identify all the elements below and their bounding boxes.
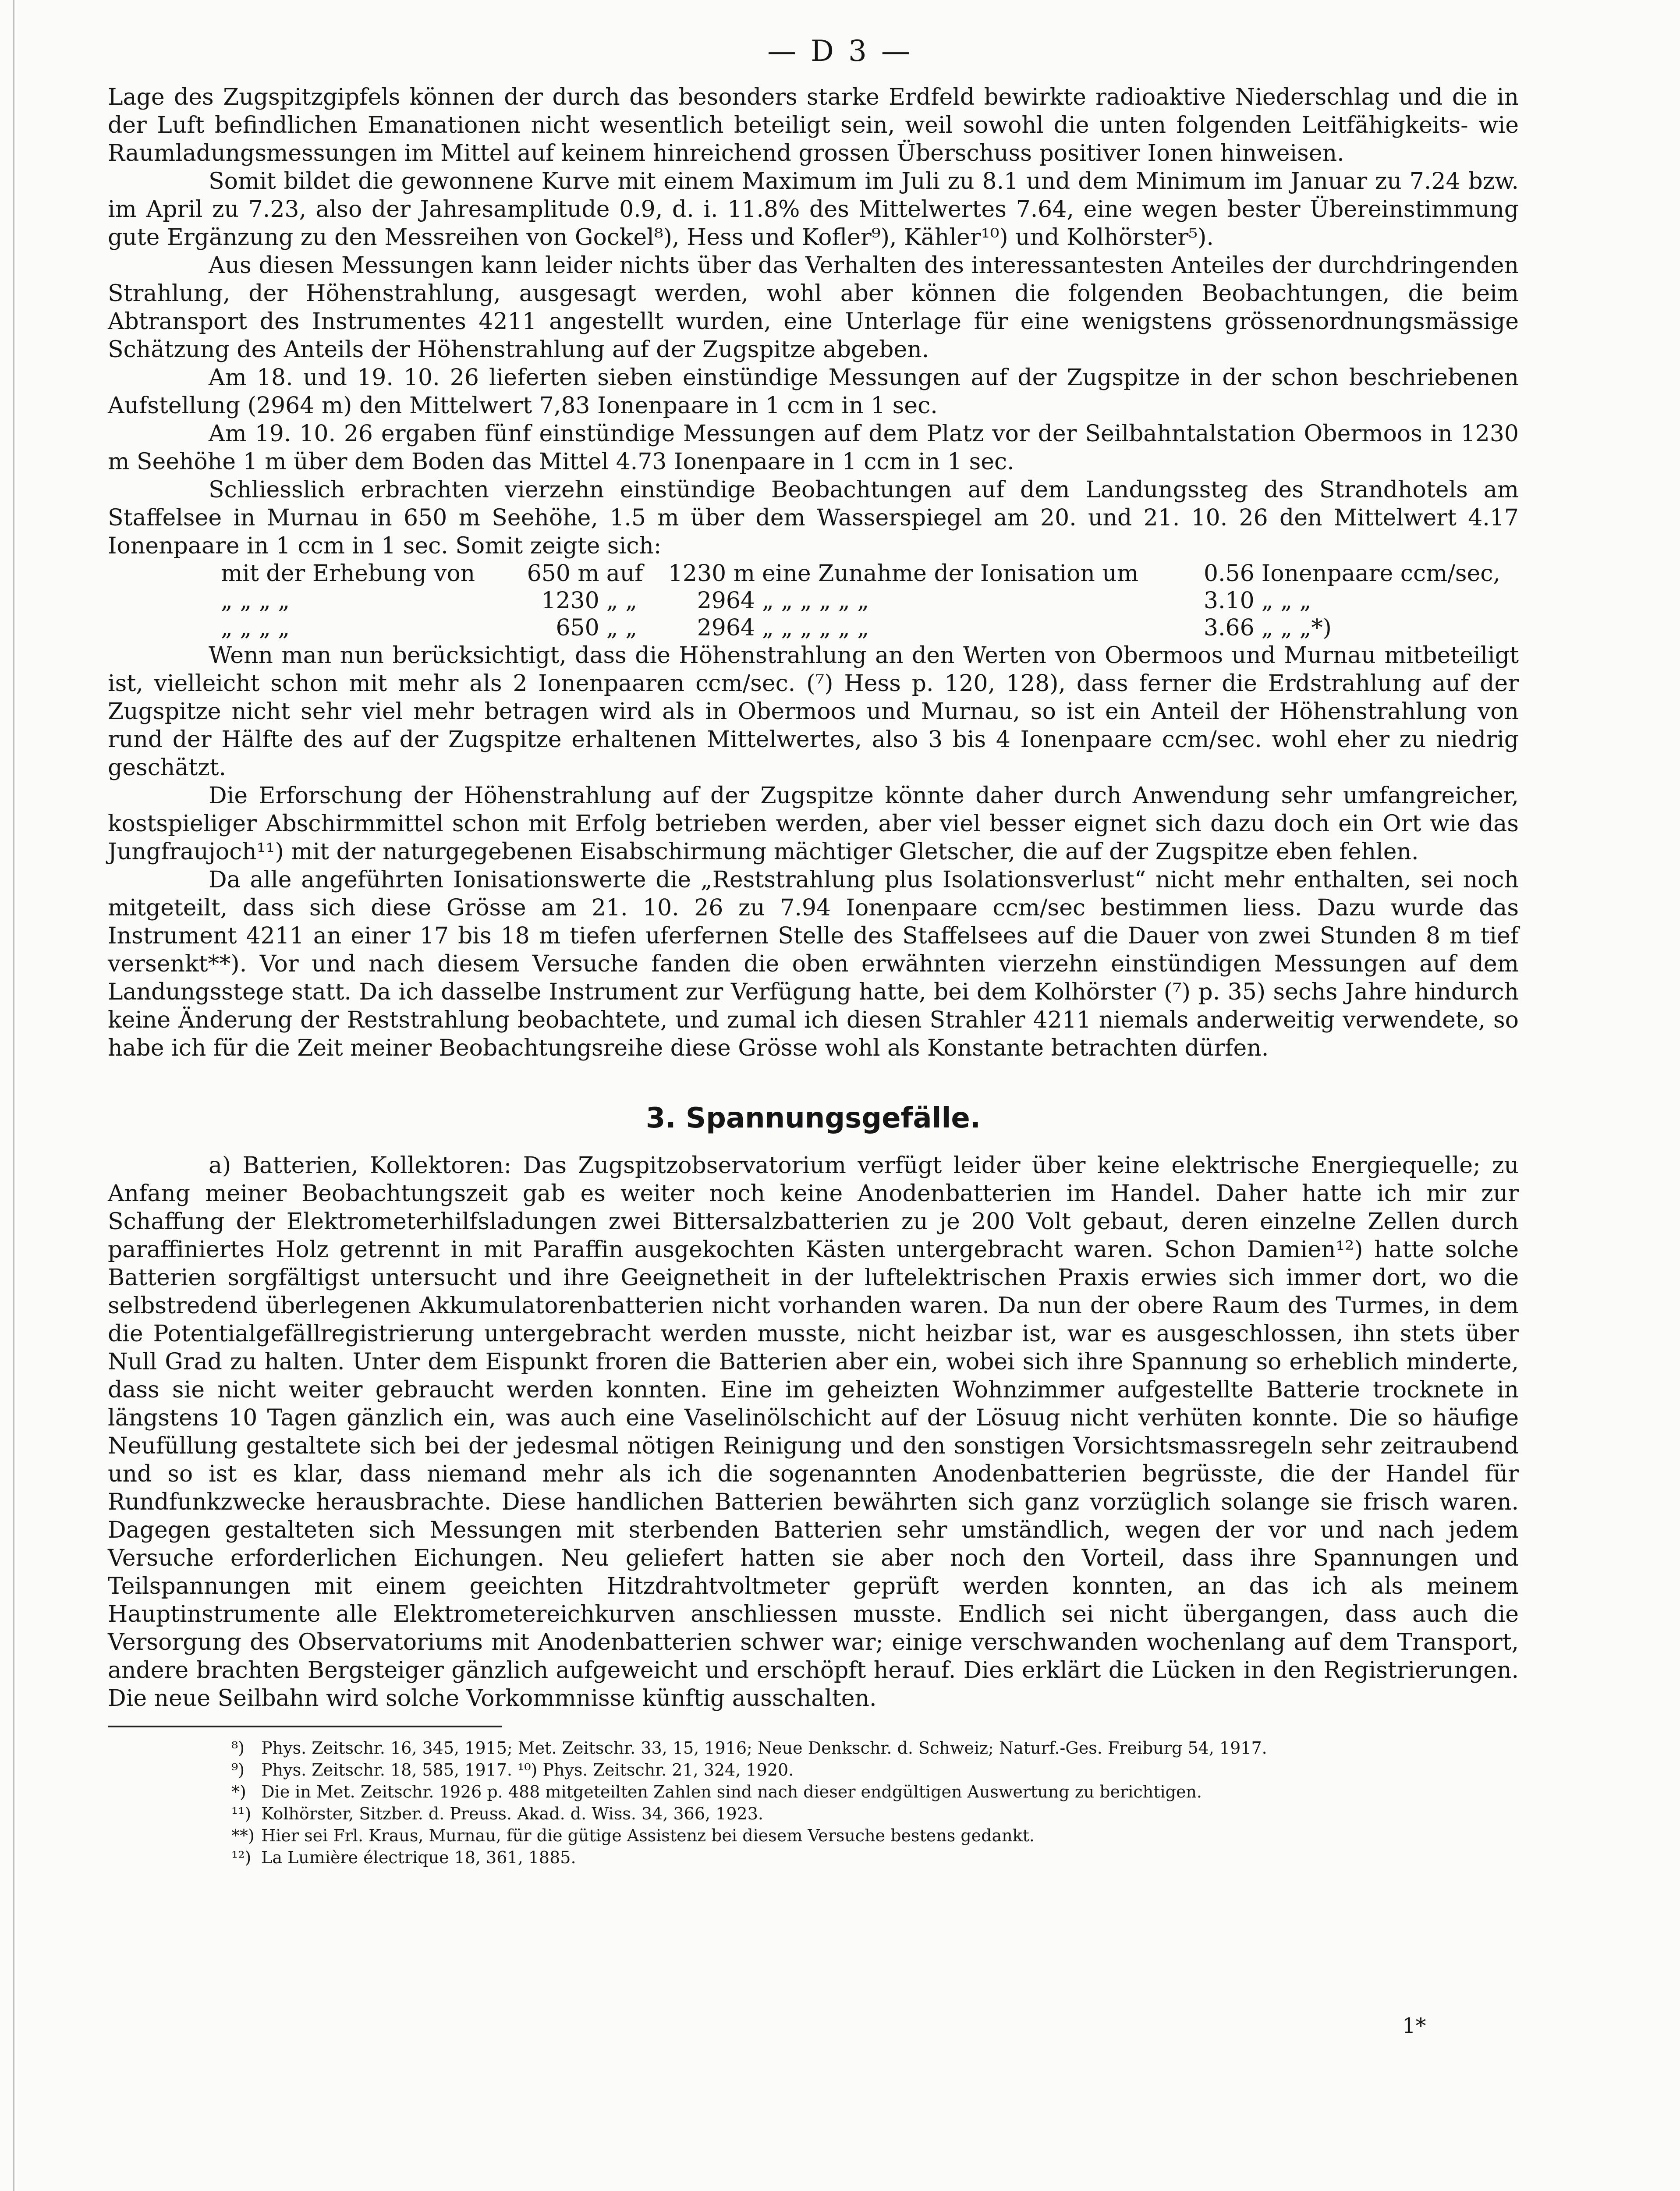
paragraph: Da alle angeführten Ionisationswerte die „Reststrahlung plus Isolationsverlust“ nicht mehr enthalten, sei noch mitgeteilt, dass sich diese Grösse am 21. 10. 26 zu 7.94 Ionenpaare ccm/sec bestimmen liess. Dazu wurde das Instrument 4211 an einer 17 bis 18 m tiefen uferfernen Stelle des Staffelsees auf die Dauer von zwei Stunden 8 m tief versenkt**). Vor und nach diesem Versuche fanden die oben erwähnten vierzehn einstündigen Messungen auf dem Landungsstege statt. Da ich dasselbe Instrument zur Verfügung hatte, bei dem Kolhörster (⁷) p. 35) sechs Jahre hindurch keine Änderung der Reststrahlung beobachtete, und zumal ich diesen Strahler 4211 niemals anderweitig verwendete, so habe ich für die Zeit meiner Beobachtungsreihe diese Grösse wohl als Konstante betrachten dürfen. [108, 867, 1519, 1061]
footnote-mark: ⁹) [231, 1760, 245, 1780]
footnote-text: Kolhörster, Sitzber. d. Preuss. Akad. d. Wiss. 34, 366, 1923. [261, 1804, 763, 1823]
footnote [108, 1847, 1519, 1868]
footnote-text: Die in Met. Zeitschr. 1926 p. 488 mitgeteilten Zahlen sind nach dieser endgültigen Auswertung zu berichtigen. [261, 1782, 1202, 1801]
table-cell: auf [606, 560, 643, 587]
footnote-mark: ¹²) [231, 1848, 252, 1867]
table-cell: 1230 [541, 588, 599, 614]
ionization-table [217, 560, 1536, 642]
footnote-divider [108, 1726, 502, 1727]
table-cell: mit der Erhebung von [221, 560, 475, 587]
table-cell: „ „ [606, 615, 638, 641]
footnote [108, 1825, 1519, 1847]
table-cell: „ „ [606, 588, 638, 614]
footnote-mark: ¹¹) [231, 1804, 252, 1823]
table-cell: „ „ „ „ „ „ [762, 615, 869, 641]
footnote [108, 1803, 1519, 1825]
paragraph: Schliesslich erbrachten vierzehn einstündige Beobachtungen auf dem Landungssteg des Strandhotels am Staffelsee in Murnau in 650 m Seehöhe, 1.5 m über dem Wasserspiegel am 20. und 21. 10. 26 den Mittelwert 4.17 Ionenpaare in 1 ccm in 1 sec. Somit zeigte sich: [108, 477, 1519, 559]
section-title: 3. Spannungsgefälle. [645, 1102, 981, 1134]
footnote-mark: ⁸) [231, 1738, 245, 1758]
paragraph: Am 19. 10. 26 ergaben fünf einstündige Messungen auf dem Platz vor der Seilbahntalstation Obermoos in 1230 m Seehöhe 1 m über dem Boden das Mittel 4.73 Ionenpaare in 1 ccm in 1 sec. [108, 421, 1519, 475]
table-cell: „ „ „*) [1261, 615, 1332, 641]
footnote-mark: **) [231, 1826, 255, 1845]
paragraph: Aus diesen Messungen kann leider nichts über das Verhalten des interessantesten Anteiles der durchdringenden Strahlung, der Höhenstrahlung, ausgesagt werden, wohl aber können die folgenden Beobachtungen, die beim Abtransport des Instrumentes 4211 angestellt wurden, eine Unterlage für eine wenigstens grössenordnungsmässige Schätzung des Anteils der Höhenstrahlung auf der Zugspitze abgeben. [108, 252, 1519, 363]
footnote [108, 1759, 1519, 1781]
paragraph: Somit bildet die gewonnene Kurve mit einem Maximum im Juli zu 8.1 und dem Minimum im Januar zu 7.24 bzw. im April zu 7.23, also der Jahresamplitude 0.9, d. i. 11.8% des Mittelwertes 7.64, eine wegen bester Übereinstimmung gute Ergänzung zu den Messreihen von Gockel⁸), Hess und Kofler⁹), Kähler¹⁰) und Kolhörster⁵). [108, 168, 1519, 251]
table-row [217, 560, 1536, 587]
table-row [217, 614, 1536, 642]
footnote [108, 1737, 1519, 1759]
table-cell: 650 [556, 615, 599, 641]
page-edge-mark [0, 0, 14, 2191]
footnote-mark: *) [231, 1782, 246, 1801]
footnote [108, 1781, 1519, 1803]
table-cell: Ionenpaare ccm/sec, [1261, 560, 1500, 587]
paragraph: Die Erforschung der Höhenstrahlung auf der Zugspitze könnte daher durch Anwendung sehr umfangreicher, kostspieliger Abschirmmittel schon mit Erfolg betrieben werden, aber viel besser eignet sich dazu doch ein Ort wie das Jungfraujoch¹¹) mit der naturgegebenen Eisabschirmung mächtiger Gletscher, die auf der Zugspitze eben fehlen. [108, 783, 1519, 865]
table-cell: 2964 [697, 588, 755, 614]
table-cell: „ „ „ „ „ „ [762, 588, 869, 614]
table-cell: 3.66 [1203, 615, 1255, 641]
page-content [108, 83, 1519, 1868]
table-cell: 1230 m [668, 560, 755, 587]
table-cell: 3.10 [1203, 588, 1255, 614]
table-cell: 0.56 [1203, 560, 1255, 587]
footnote-text: Hier sei Frl. Kraus, Murnau, für die gütige Assistenz bei diesem Versuche bestens gedankt. [261, 1826, 1035, 1845]
table-cell: „ „ „ [1261, 588, 1311, 614]
paragraph: Wenn man nun berücksichtigt, dass die Höhenstrahlung an den Werten von Obermoos und Murnau mitbeteiligt ist, vielleicht schon mit mehr als 2 Ionenpaaren ccm/sec. (⁷) Hess p. 120, 128), dass ferner die Erdstrahlung auf der Zugspitze nicht sehr viel mehr betragen wird als in Obermoos und Murnau, so ist ein Anteil der Höhenstrahlung von rund der Hälfte des auf der Zugspitze erhaltenen Mittelwertes, also 3 bis 4 Ionenpaare ccm/sec. wohl eher zu niedrig geschätzt. [108, 642, 1519, 781]
paragraph: Lage des Zugspitzgipfels können der durch das besonders starke Erdfeld bewirkte radioaktive Niederschlag und die in der Luft befindlichen Emanationen nicht wesentlich beteiligt sein, weil sowohl die unten folgenden Leitfähigkeits- wie Raumladungsmessungen im Mittel auf keinem hinreichend grossen Überschuss positiver Ionen hinweisen. [108, 84, 1519, 167]
signature-mark: 1* [1402, 2014, 1426, 2038]
table-cell: „ „ „ „ [221, 588, 290, 614]
footnotes [108, 1737, 1519, 1868]
table-row [217, 587, 1536, 614]
paragraph: Am 18. und 19. 10. 26 lieferten sieben einstündige Messungen auf der Zugspitze in der schon beschriebenen Aufstellung (2964 m) den Mittelwert 7,83 Ionenpaare in 1 ccm in 1 sec. [108, 365, 1519, 419]
table-cell: eine Zunahme der Ionisation um [762, 560, 1139, 587]
table-cell: „ „ „ „ [221, 615, 290, 641]
footnote-text: Phys. Zeitschr. 16, 345, 1915; Met. Zeitschr. 33, 15, 1916; Neue Denkschr. d. Schweiz; Naturf.-Ges. Freiburg 54, 1917. [261, 1738, 1267, 1758]
page-header: — D 3 — [767, 34, 913, 68]
footnote-text: La Lumière électrique 18, 361, 1885. [261, 1848, 576, 1867]
paragraph: a) Batterien, Kollektoren: Das Zugspitzobservatorium verfügt leider über keine elektrische Energiequelle; zu Anfang meiner Beobachtungszeit gab es weiter noch keine Anodenbatterien im Handel. Daher hatte ich mir zur Schaffung der Elektrometerhilfsladungen zwei Bittersalzbatterien zu je 200 Volt gebaut, deren einzelne Zellen durch paraffiniertes Holz getrennt in mit Paraffin ausgekochten Kästen untergebracht waren. Schon Damien¹²) hatte solche Batterien sorgfältigst untersucht und ihre Geeignetheit in der luftelektrischen Praxis erwies sich immer dort, wo die selbstredend überlegenen Akkumulatorenbatterien nicht vorhanden waren. Da nun der obere Raum des Turmes, in dem die Potentialgefällregistrierung untergebracht werden musste, nicht heizbar ist, war es ausgeschlossen, ihn stets über Null Grad zu halten. Unter dem Eispunkt froren die Batterien aber ein, wobei sich ihre Spannung so erheblich minderte, dass sie nicht weiter gebraucht werden konnten. Eine im geheizten Wohnzimmer aufgestellte Batterie trocknete in längstens 10 Tagen gänzlich ein, was auch eine Vaselinölschicht auf der Lösuug nicht verhüten konnte. Die so häufige Neufüllung gestaltete sich bei der jedesmal nötigen Reinigung und den sonstigen Vorsichtsmassregeln sehr zeitraubend und so ist es klar, dass niemand mehr als ich die sogenannten Anodenbatterien begrüsste, die der Handel für Rundfunkzwecke herausbrachte. Diese handlichen Batterien bewährten sich ganz vorzüglich solange sie frisch waren. Dagegen gestalteten sich Messungen mit sterbenden Batterien sehr umständlich, wegen der vor und nach jedem Versuche erforderlichen Eichungen. Neu geliefert hatten sie aber noch den Vorteil, dass ihre Spannungen und Teilspannungen mit einem geeichten Hitzdrahtvoltmeter geprüft werden konnten, an das ich als meinem Hauptinstrumente alle Elektrometereichkurven anschliessen musste. Endlich sei nicht übergangen, dass auch die Versorgung des Observatoriums mit Anodenbatterien schwer war; einige verschwanden wochenlang auf dem Transport, andere brachten Bergsteiger gänzlich aufgeweicht und erschöpft herauf. Dies erklärt die Lücken in den Registrierungen. Die neue Seilbahn wird solche Vorkommnisse künftig ausschalten. [108, 1152, 1519, 1712]
table-cell: 2964 [697, 615, 755, 641]
table-cell: 650 m [527, 560, 599, 587]
footnote-text: Phys. Zeitschr. 18, 585, 1917. ¹⁰) Phys. Zeitschr. 21, 324, 1920. [261, 1760, 794, 1780]
